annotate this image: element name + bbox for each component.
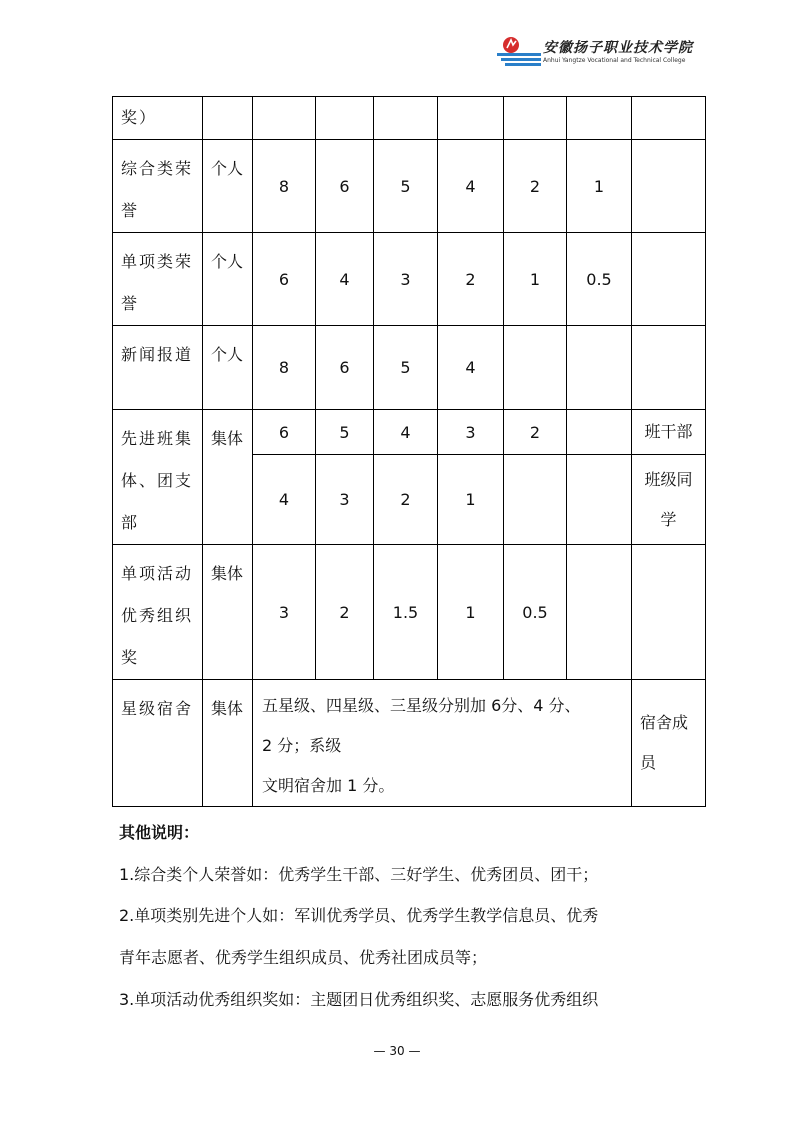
value-cell: 2 [374, 455, 438, 545]
note-cell [632, 97, 706, 140]
table-row [113, 680, 706, 807]
value-cell: 4 [374, 410, 438, 455]
note-cell [632, 233, 706, 326]
note-cell: 班干部 [632, 410, 706, 455]
value-cell: 3 [316, 455, 374, 545]
value-cell: 0.5 [567, 233, 632, 326]
unit-cell: 个人 [203, 140, 253, 233]
value-cell: 6 [316, 140, 374, 233]
table-row [113, 326, 706, 410]
unit-cell [203, 97, 253, 140]
star-dorm-description [253, 680, 632, 807]
note-cell [632, 140, 706, 233]
value-cell: 1 [438, 545, 504, 680]
item-name: 星级宿舍 [113, 680, 203, 807]
score-table [112, 96, 706, 807]
value-cell [316, 97, 374, 140]
value-cell: 5 [316, 410, 374, 455]
value-cell: 4 [438, 326, 504, 410]
value-cell [567, 545, 632, 680]
unit-cell: 集体 [203, 680, 253, 807]
college-emblem-icon [497, 34, 541, 68]
value-cell [567, 97, 632, 140]
table-row [113, 140, 706, 233]
value-cell: 2 [438, 233, 504, 326]
value-cell: 2 [504, 410, 567, 455]
college-name-cn: 安徽扬子职业技术学院 [543, 40, 693, 56]
table-row [113, 97, 706, 140]
note-cell [632, 545, 706, 680]
item-name: 单项活动优秀组织奖 [113, 545, 203, 680]
value-cell: 8 [253, 140, 316, 233]
value-cell: 3 [438, 410, 504, 455]
value-cell: 4 [316, 233, 374, 326]
notes-line: 2.单项类别先进个人如：军训优秀学员、优秀学生教学信息员、优秀 [119, 906, 599, 925]
value-cell [504, 326, 567, 410]
item-name: 新闻报道 [113, 326, 203, 410]
value-cell: 5 [374, 326, 438, 410]
value-cell: 2 [504, 140, 567, 233]
college-name-en: Anhui Yangtze Vocational and Technical College [543, 57, 686, 64]
value-cell [567, 455, 632, 545]
unit-cell: 个人 [203, 233, 253, 326]
value-cell: 1 [438, 455, 504, 545]
value-cell: 3 [253, 545, 316, 680]
value-cell [374, 97, 438, 140]
value-cell [438, 97, 504, 140]
value-cell [504, 455, 567, 545]
item-name: 先进班集体、团支部 [113, 410, 203, 545]
item-name: 单项类荣誉 [113, 233, 203, 326]
value-cell: 3 [374, 233, 438, 326]
college-logo [497, 34, 693, 70]
value-cell: 0.5 [504, 545, 567, 680]
unit-cell: 集体 [203, 410, 253, 545]
value-cell: 2 [316, 545, 374, 680]
description-line: 2 分；系级 [262, 736, 342, 755]
value-cell: 6 [316, 326, 374, 410]
unit-cell: 集体 [203, 545, 253, 680]
item-name: 综合类荣誉 [113, 140, 203, 233]
table-row [113, 545, 706, 680]
value-cell: 4 [253, 455, 316, 545]
value-cell: 6 [253, 233, 316, 326]
page-number: — 30 — [373, 1044, 421, 1058]
value-cell: 4 [438, 140, 504, 233]
notes-line: 青年志愿者、优秀学生组织成员、优秀社团成员等； [119, 948, 488, 967]
value-cell [504, 97, 567, 140]
value-cell: 6 [253, 410, 316, 455]
description-line: 文明宿舍加 1 分。 [262, 776, 395, 795]
notes-line: 3.单项活动优秀组织奖如：主题团日优秀组织奖、志愿服务优秀组织 [119, 990, 599, 1009]
notes-line: 1.综合类个人荣誉如：优秀学生干部、三好学生、优秀团员、团干； [119, 865, 599, 884]
table-row [113, 233, 706, 326]
value-cell: 5 [374, 140, 438, 233]
value-cell: 1 [504, 233, 567, 326]
note-cell: 宿舍成员 [632, 680, 706, 807]
table-row [113, 410, 706, 455]
note-cell [632, 326, 706, 410]
value-cell [253, 97, 316, 140]
value-cell: 8 [253, 326, 316, 410]
notes-heading: 其他说明： [119, 823, 200, 842]
value-cell: 1.5 [374, 545, 438, 680]
note-cell: 班级同学 [632, 455, 706, 545]
item-name: 奖） [113, 97, 203, 140]
value-cell: 1 [567, 140, 632, 233]
description-line: 五星级、四星级、三星级分别加 6分、4 分、 [262, 696, 581, 715]
value-cell [567, 410, 632, 455]
value-cell [567, 326, 632, 410]
unit-cell: 个人 [203, 326, 253, 410]
